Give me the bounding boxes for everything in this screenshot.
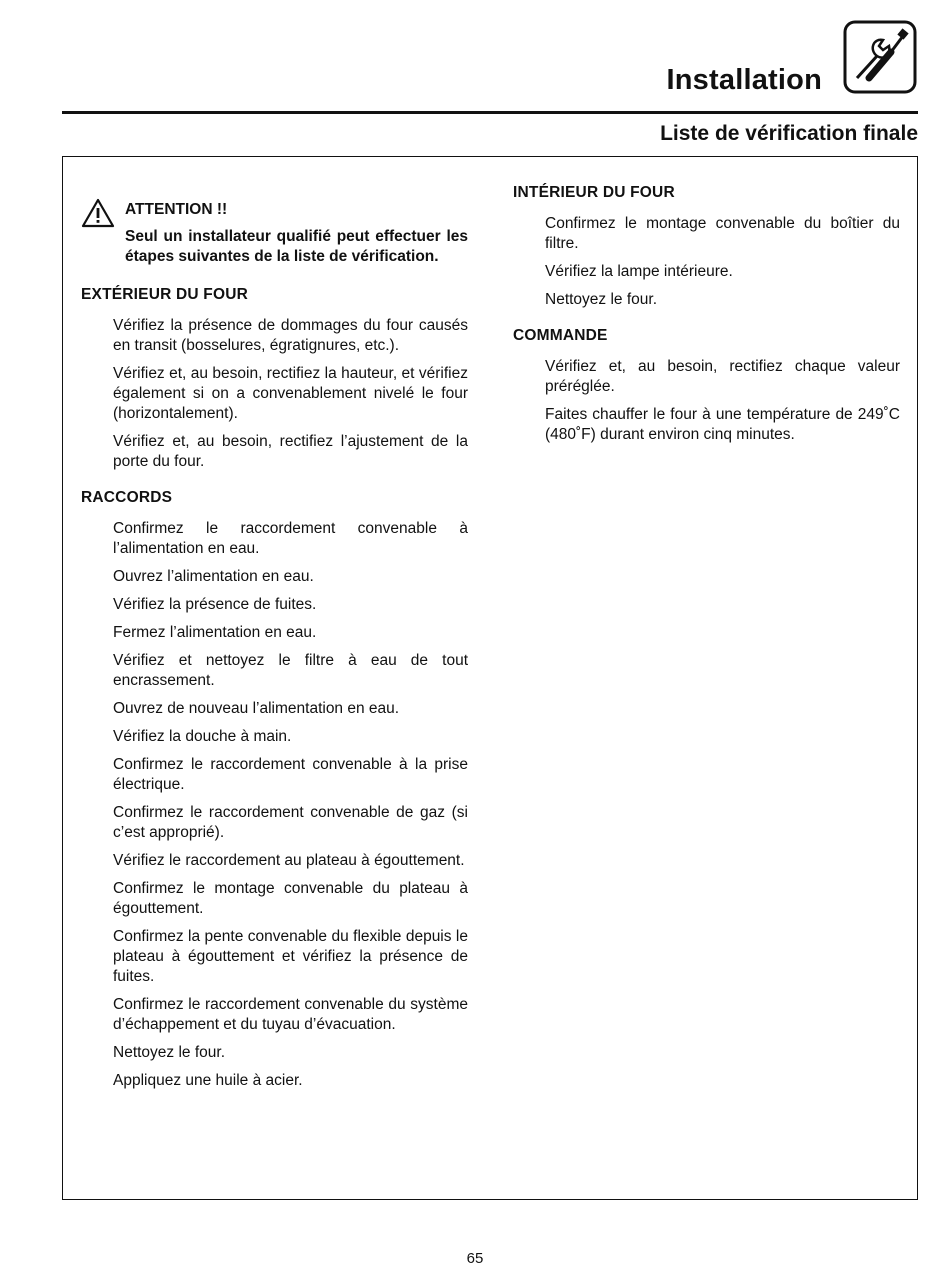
list-item: Vérifiez et, au besoin, rectifiez chaque valeur préréglée. bbox=[545, 358, 900, 395]
list-item: Confirmez le raccordement convenable à l’alimentation en eau. bbox=[113, 520, 468, 557]
list-item: Confirmez le montage convenable du plateau à égouttement. bbox=[113, 880, 468, 917]
warning-triangle-icon bbox=[81, 198, 115, 228]
warning-title: ATTENTION !! bbox=[125, 201, 228, 218]
header-rule bbox=[62, 111, 918, 114]
list-item: Appliquez une huile à acier. bbox=[113, 1072, 303, 1089]
list-item: Nettoyez le four. bbox=[545, 291, 658, 308]
left-column bbox=[81, 200, 468, 1107]
list-item: Vérifiez le raccordement au plateau à égouttement. bbox=[113, 852, 465, 869]
list-item: Confirmez le raccordement convenable du système d’échappement et du tuyau d’évacuation. bbox=[113, 996, 468, 1033]
section-heading: INTÉRIEUR DU FOUR bbox=[513, 184, 675, 201]
list-item: Faites chauffer le four à une température de 249˚C (480˚F) durant environ cinq minutes. bbox=[545, 406, 900, 443]
warning-text: Seul un installateur qualifié peut effectuer les étapes suivantes de la liste de vérification. bbox=[125, 228, 468, 265]
list-item: Vérifiez la douche à main. bbox=[113, 728, 292, 745]
list-item: Confirmez le montage convenable du boîtier du filtre. bbox=[545, 215, 900, 252]
section-heading: RACCORDS bbox=[81, 489, 173, 506]
list-item: Vérifiez la présence de fuites. bbox=[113, 596, 317, 613]
page-title: Installation bbox=[666, 64, 822, 96]
list-item: Confirmez le raccordement convenable de gaz (si c’est approprié). bbox=[113, 804, 468, 841]
list-item: Vérifiez et, au besoin, rectifiez la hauteur, et vérifiez également si on a convenablement nivelé le four (horizontalement). bbox=[113, 365, 468, 422]
list-item: Ouvrez l’alimentation en eau. bbox=[113, 568, 314, 585]
raccords-section bbox=[81, 488, 468, 1091]
list-item: Fermez l’alimentation en eau. bbox=[113, 624, 317, 641]
right-column bbox=[513, 183, 900, 461]
section-title: Liste de vérification finale bbox=[660, 122, 918, 145]
exterieur-section bbox=[81, 285, 468, 472]
interieur-section bbox=[513, 183, 900, 310]
list-item: Vérifiez la présence de dommages du four causés en transit (bosselures, égratignures, etc.). bbox=[113, 317, 468, 354]
section-heading: EXTÉRIEUR DU FOUR bbox=[81, 286, 249, 303]
list-item: Confirmez le raccordement convenable à la prise électrique. bbox=[113, 756, 468, 793]
tools-icon bbox=[843, 20, 917, 94]
page-number: 65 bbox=[466, 1250, 484, 1267]
commande-section bbox=[513, 326, 900, 445]
list-item: Confirmez la pente convenable du flexible depuis le plateau à égouttement et vérifiez la présence de fuites. bbox=[113, 928, 468, 985]
warning-block bbox=[81, 200, 468, 267]
list-item: Nettoyez le four. bbox=[113, 1044, 226, 1061]
list-item: Ouvrez de nouveau l’alimentation en eau. bbox=[113, 700, 400, 717]
list-item: Vérifiez et, au besoin, rectifiez l’ajustement de la porte du four. bbox=[113, 433, 468, 470]
list-item: Vérifiez la lampe intérieure. bbox=[545, 263, 733, 280]
list-item: Vérifiez et nettoyez le filtre à eau de tout encrassement. bbox=[113, 652, 468, 689]
section-heading: COMMANDE bbox=[513, 327, 608, 344]
